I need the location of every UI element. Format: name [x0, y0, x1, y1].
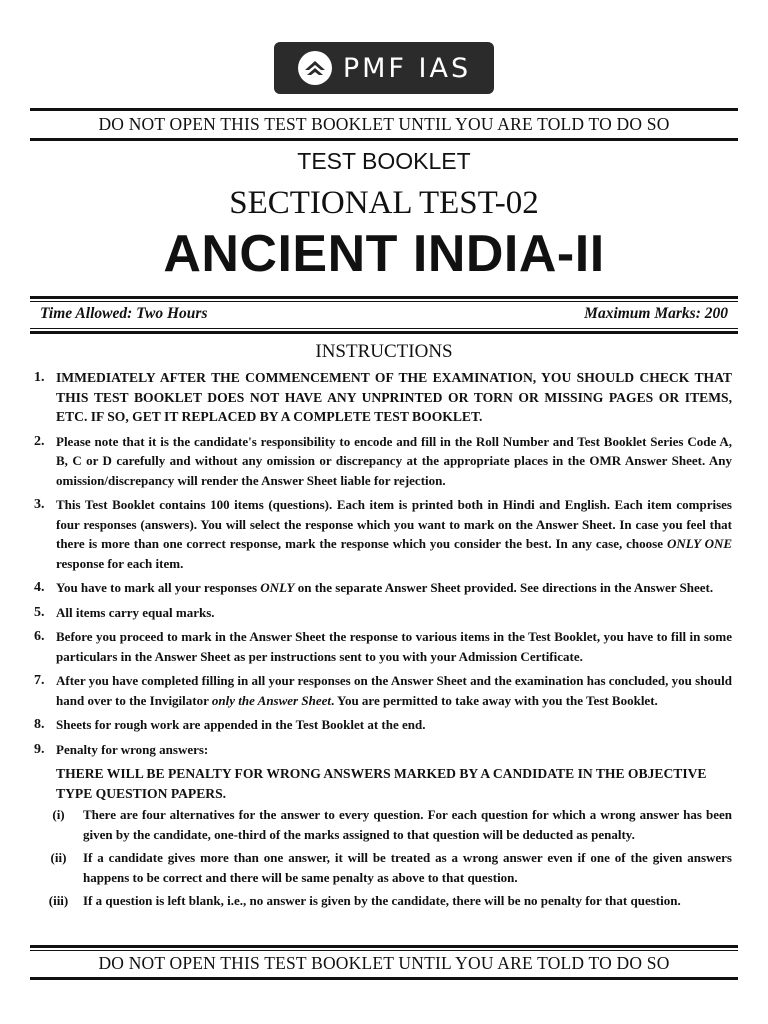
bottom-warning-banner: DO NOT OPEN THIS TEST BOOKLET UNTIL YOU ARE TOLD TO DO SO: [98, 953, 670, 973]
instruction-item: 7. After you have completed filling in all your responses on the Answer Sheet and the examination has concluded, you should hand over to the Invigilator only the Answer Sheet. You are permitted to take away with you the Test Booklet.: [34, 673, 732, 708]
instruction-item: 2. Please note that it is the candidate's responsibility to encode and fill in the Roll Number and Test Booklet Series Code A, B, C or D carefully and without any omission or discrepancy at the appropriate places in the OMR Answer Sheet. Any omission/discrepancy will render the Answer Sheet liable for rejection.: [34, 433, 732, 488]
divider: [30, 328, 738, 329]
penalty-heading: THERE WILL BE PENALTY FOR WRONG ANSWERS MARKED BY A CANDIDATE IN THE OBJECTIVE TYPE QUESTION PAPERS.: [56, 766, 707, 801]
booklet-title: TEST BOOKLET: [297, 148, 471, 174]
pmf-ias-logo: [274, 42, 494, 94]
divider: [30, 138, 738, 141]
instruction-item: 3. This Test Booklet contains 100 items (questions). Each item is printed both in Hindi and English. Each item comprises four responses (answers). You will select the response which you want to mark on the Answer Sheet. In case you feel that there is more than one correct response, mark the response which you consider the best. In any case, choose ONLY ONE response for each item.: [34, 497, 733, 571]
divider: [30, 331, 738, 334]
penalty-item: (iii) If a question is left blank, i.e., no answer is given by the candidate, there will be no penalty for that question.: [48, 893, 681, 908]
instruction-item: 6. Before you proceed to mark in the Answer Sheet the response to various items in the Test Booklet, you have to fill in some particulars in the Answer Sheet as per instructions sent to you with your Admission Certificate.: [34, 629, 732, 664]
instruction-item: 1. IMMEDIATELY AFTER THE COMMENCEMENT OF THE EXAMINATION, YOU SHOULD CHECK THAT THIS TEST BOOKLET DOES NOT HAVE ANY UNPRINTED OR TORN OR MISSING PAGES OR ITEMS, ETC. IF SO, GET IT REPLACED BY A COMPLETE TEST BOOKLET.: [34, 370, 732, 424]
instructions-heading: INSTRUCTIONS: [315, 341, 453, 362]
divider: [30, 977, 738, 980]
instruction-item: 4. You have to mark all your responses ONLY on the separate Answer Sheet provided. See directions in the Answer Sheet.: [34, 580, 714, 595]
instruction-item: 5. All items carry equal marks.: [34, 604, 215, 620]
divider: [30, 108, 738, 111]
instruction-item: 9. Penalty for wrong answers:: [34, 741, 209, 757]
penalty-item: (ii) If a candidate gives more than one answer, it will be treated as a wrong answer even if one of the given answers happens to be correct and there will be same penalty as above to that question.: [50, 850, 732, 885]
time-allowed: Time Allowed: Two Hours: [40, 305, 208, 322]
divider: [30, 301, 738, 302]
divider: [30, 945, 738, 948]
instruction-item: 8. Sheets for rough work are appended in the Test Booklet at the end.: [34, 717, 426, 732]
sectional-test-title: SECTIONAL TEST-02: [229, 185, 539, 221]
divider: [30, 296, 738, 299]
top-warning-banner: DO NOT OPEN THIS TEST BOOKLET UNTIL YOU ARE TOLD TO DO SO: [98, 114, 670, 134]
logo-emblem-icon: [297, 50, 333, 86]
maximum-marks: Maximum Marks: 200: [584, 305, 728, 322]
divider: [30, 950, 738, 951]
subject-title: ANCIENT INDIA-II: [163, 225, 605, 283]
logo-text: PMF IAS: [342, 52, 472, 84]
penalty-item: (i) There are four alternatives for the answer to every question. For each question for which a wrong answer has been given by the candidate, one-third of the marks assigned to that question will be deducted as penalty.: [52, 807, 732, 842]
instructions-list: [34, 368, 732, 915]
